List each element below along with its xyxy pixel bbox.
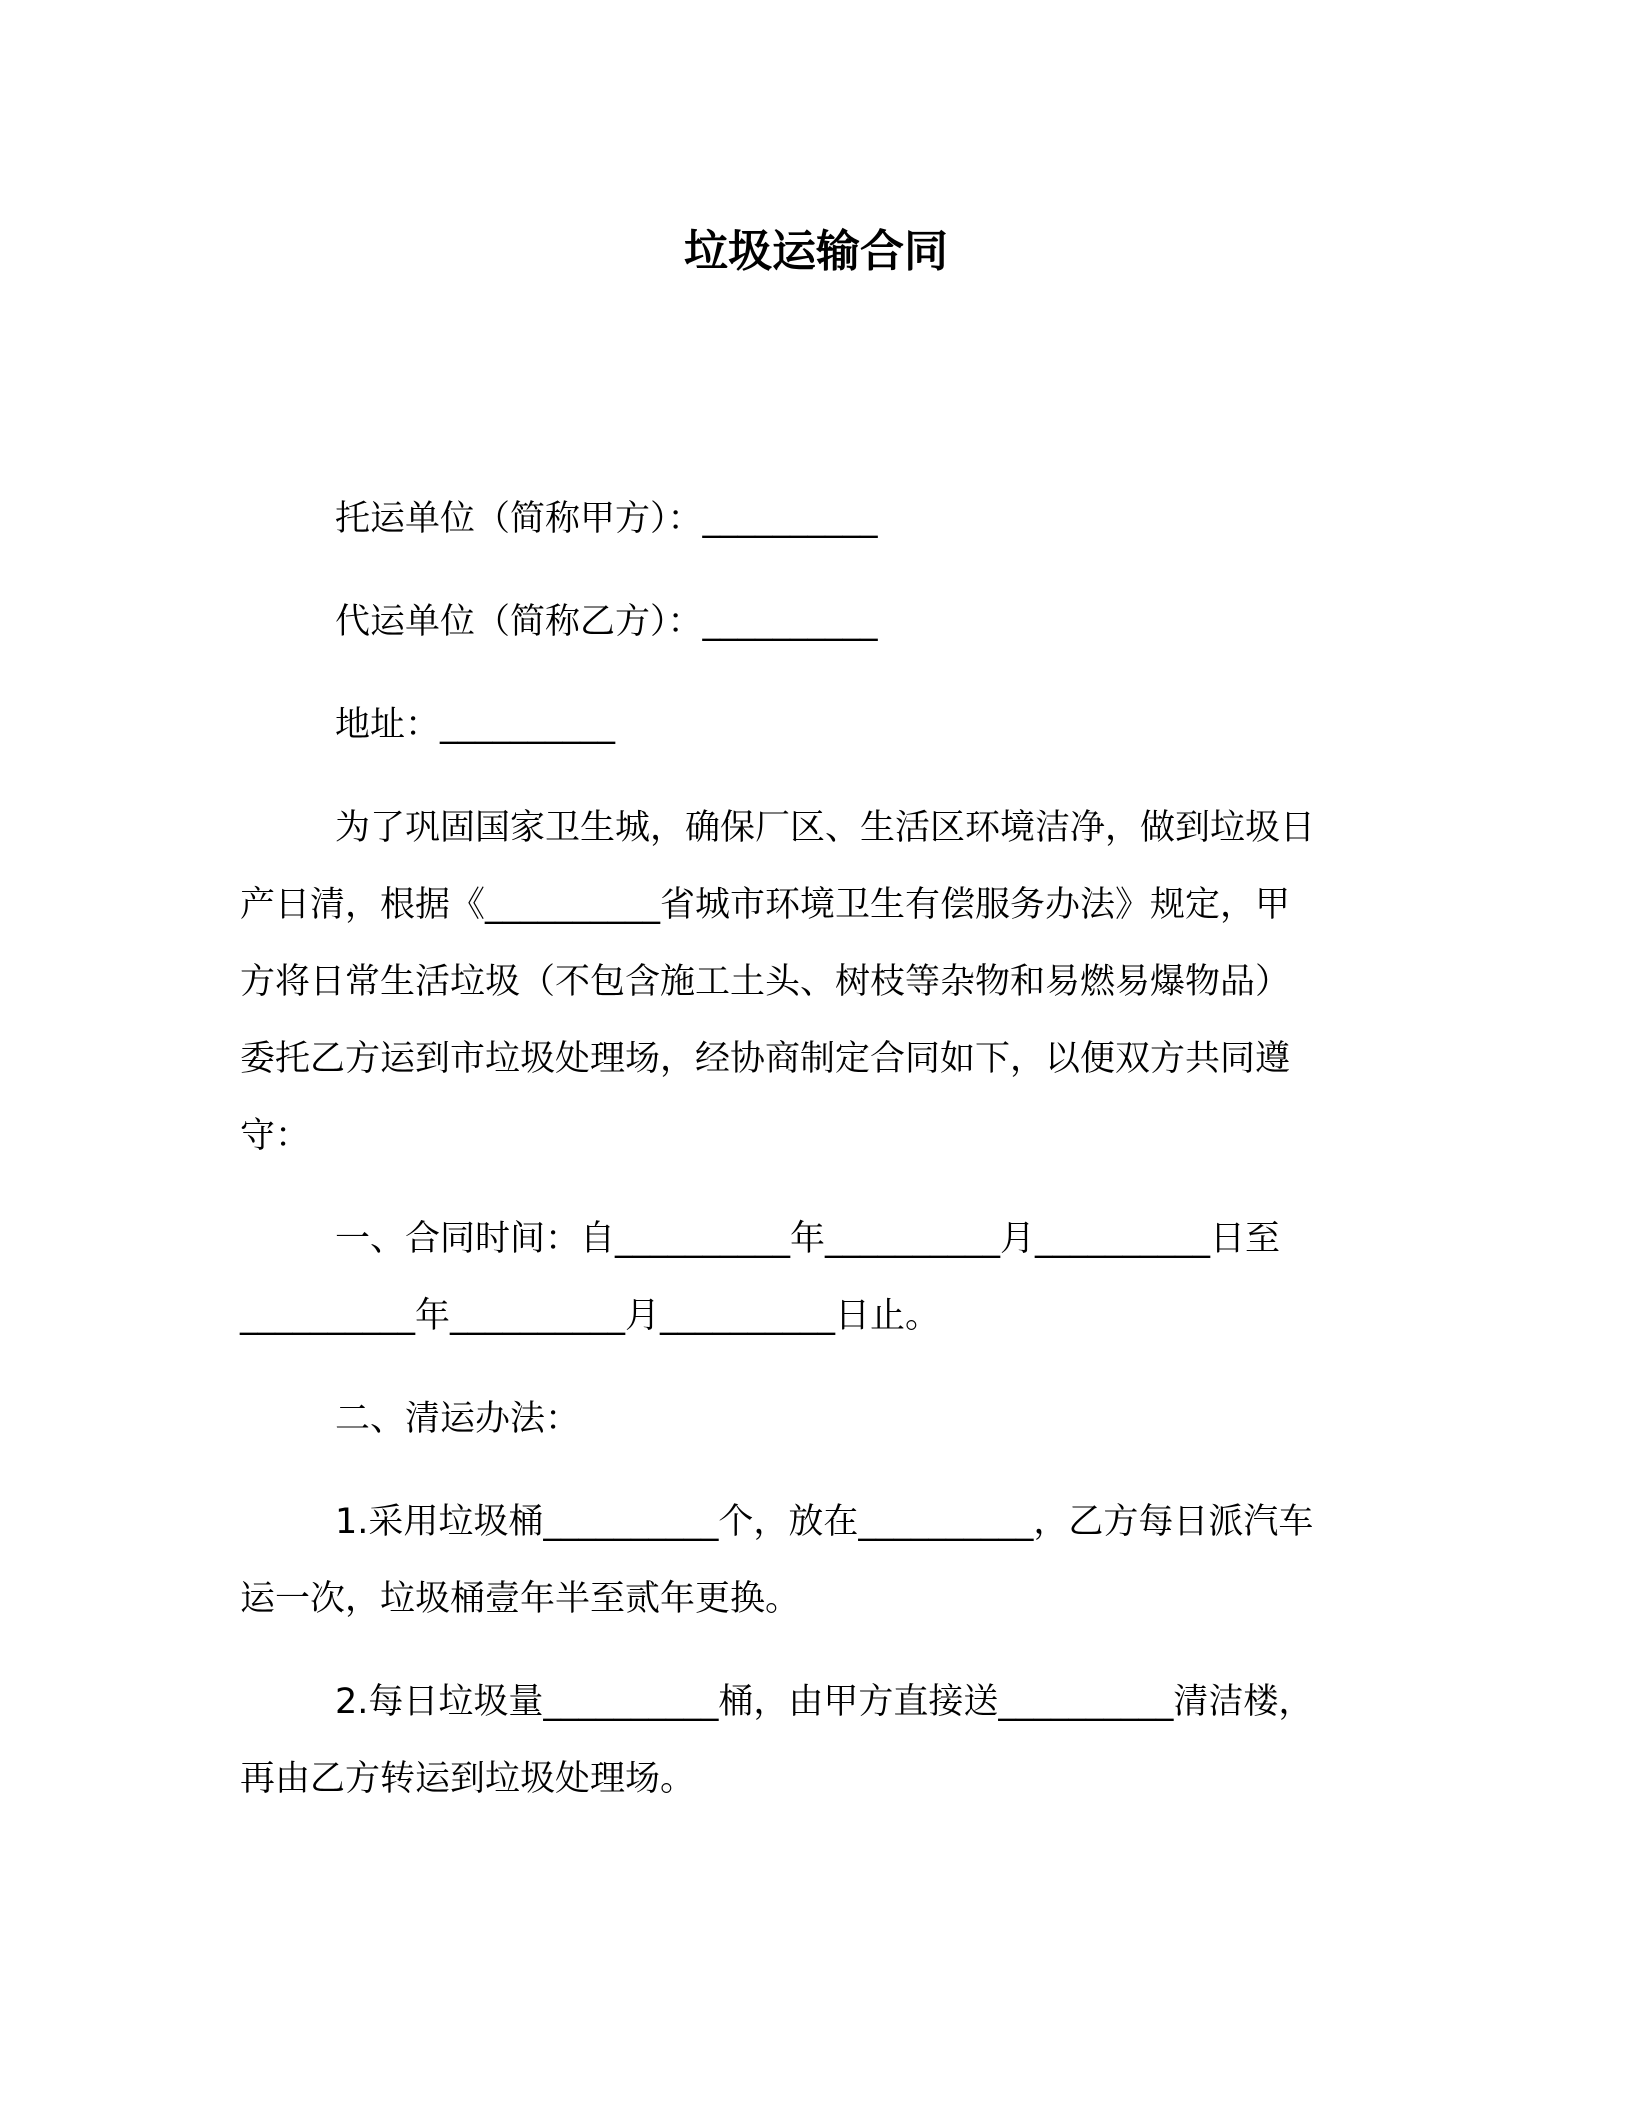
- contract-period-line-1: 一、合同时间：自__________年__________月__________日至: [335, 1219, 1281, 1259]
- section-heading-cleaning: 二、清运办法：: [335, 1399, 581, 1439]
- intro-paragraph-line-1: 为了巩固国家卫生城，确保厂区、生活区环境洁净，做到垃圾日: [335, 808, 1316, 848]
- intro-paragraph-line-5: 守：: [240, 1116, 311, 1156]
- consignor-line: 托运单位（简称甲方）：__________: [335, 499, 878, 539]
- intro-paragraph-line-3: 方将日常生活垃圾（不包含施工土头、树枝等杂物和易燃易爆物品）: [240, 962, 1291, 1002]
- document-title: 垃圾运输合同: [684, 226, 948, 277]
- carrier-line: 代运单位（简称乙方）：__________: [335, 602, 878, 642]
- clause-1-line-1: 1.采用垃圾桶__________个，放在__________，乙方每日派汽车: [335, 1502, 1314, 1542]
- contract-period-line-2: __________年__________月__________日止。: [240, 1296, 941, 1336]
- address-line: 地址：__________: [335, 705, 616, 745]
- clause-2-line-2: 再由乙方转运到垃圾处理场。: [240, 1759, 696, 1799]
- intro-paragraph-line-2: 产日清，根据《__________省城市环境卫生有偿服务办法》规定，甲: [240, 885, 1291, 925]
- intro-paragraph-line-4: 委托乙方运到市垃圾处理场，经协商制定合同如下，以便双方共同遵: [240, 1039, 1291, 1079]
- clause-2-line-1: 2.每日垃圾量__________桶，由甲方直接送__________清洁楼，: [335, 1682, 1314, 1722]
- clause-1-line-2: 运一次，垃圾桶壹年半至贰年更换。: [240, 1579, 801, 1619]
